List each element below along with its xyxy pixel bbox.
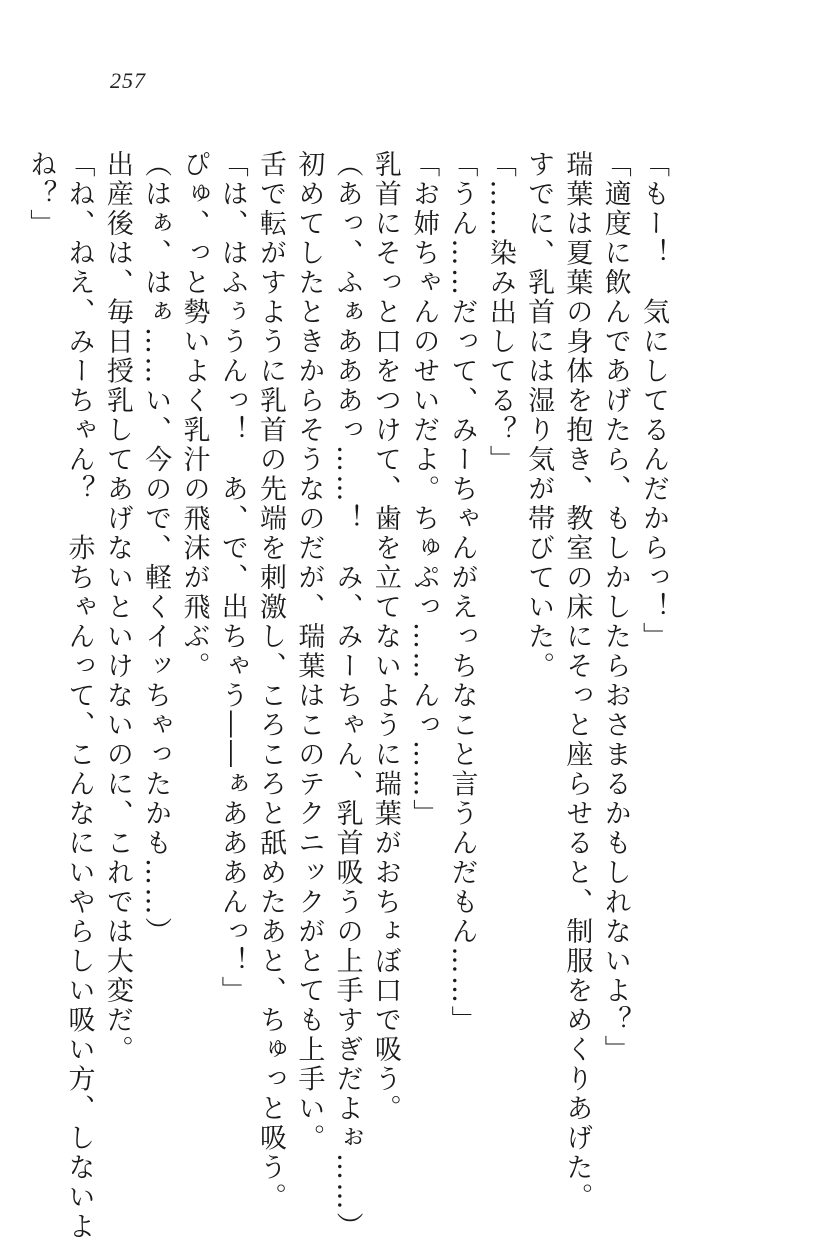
text-line: 「うん……だって、みーちゃんがえっちなこと言うんだもん……」 (446, 150, 478, 1035)
text-line: 舌で転がすように乳首の先端を刺激し、ころころと舐めたあと、ちゅっと吸う。 (255, 150, 287, 1212)
text-line: 出産後は、毎日授乳してあげないといけないのに、これでは大変だ。 (101, 150, 133, 1065)
text-line: 瑞葉は夏葉の身体を抱き、教室の床にそっと座らせると、制服をめくりあげた。 (561, 150, 593, 1212)
text-line: 「お姉ちゃんのせいだよ。ちゅぷっ……んっ……」 (408, 150, 440, 829)
text-line: 乳首にそっと口をつけて、歯を立てないように瑞葉がおちょぼ口で吸う。 (369, 150, 401, 1124)
text-line: ぴゅ、っと勢いよく乳汁の飛沫が飛ぶ。 (178, 150, 210, 681)
text-line: 「もー！ 気にしてるんだからっ！」 (638, 150, 669, 652)
text-line: 「適度に飲んであげたら、もしかしたらおさまるかもしれないよ？」 (599, 150, 631, 1065)
body-text (21, 150, 672, 1242)
text-line: （あっ、ふぁあああっ……！ み、みーちゃん、乳首吸うの上手すぎだよぉ……） (331, 150, 363, 1242)
text-line: 「ね、ねえ、みーちゃん？ 赤ちゃんって、こんなにいやらしい吸い方、しないよ (63, 150, 95, 1242)
text-line: すでに、乳首には湿り気が帯びていた。 (523, 150, 555, 681)
page-number: 257 (110, 68, 146, 93)
text-line: （はぁ、はぁ……い、今ので、軽くイッちゃったかも……） (140, 150, 172, 947)
text-line: 初めてしたときからそうなのだが、瑞葉はこのテクニックがとても上手い。 (293, 150, 325, 1153)
text-line: 「は、はふぅうんっ！ あ、で、出ちゃう――ぁあああんっ！」 (216, 150, 248, 1006)
text-line: 「……染み出してる？」 (484, 150, 516, 475)
text-line: ね？」 (25, 150, 57, 239)
